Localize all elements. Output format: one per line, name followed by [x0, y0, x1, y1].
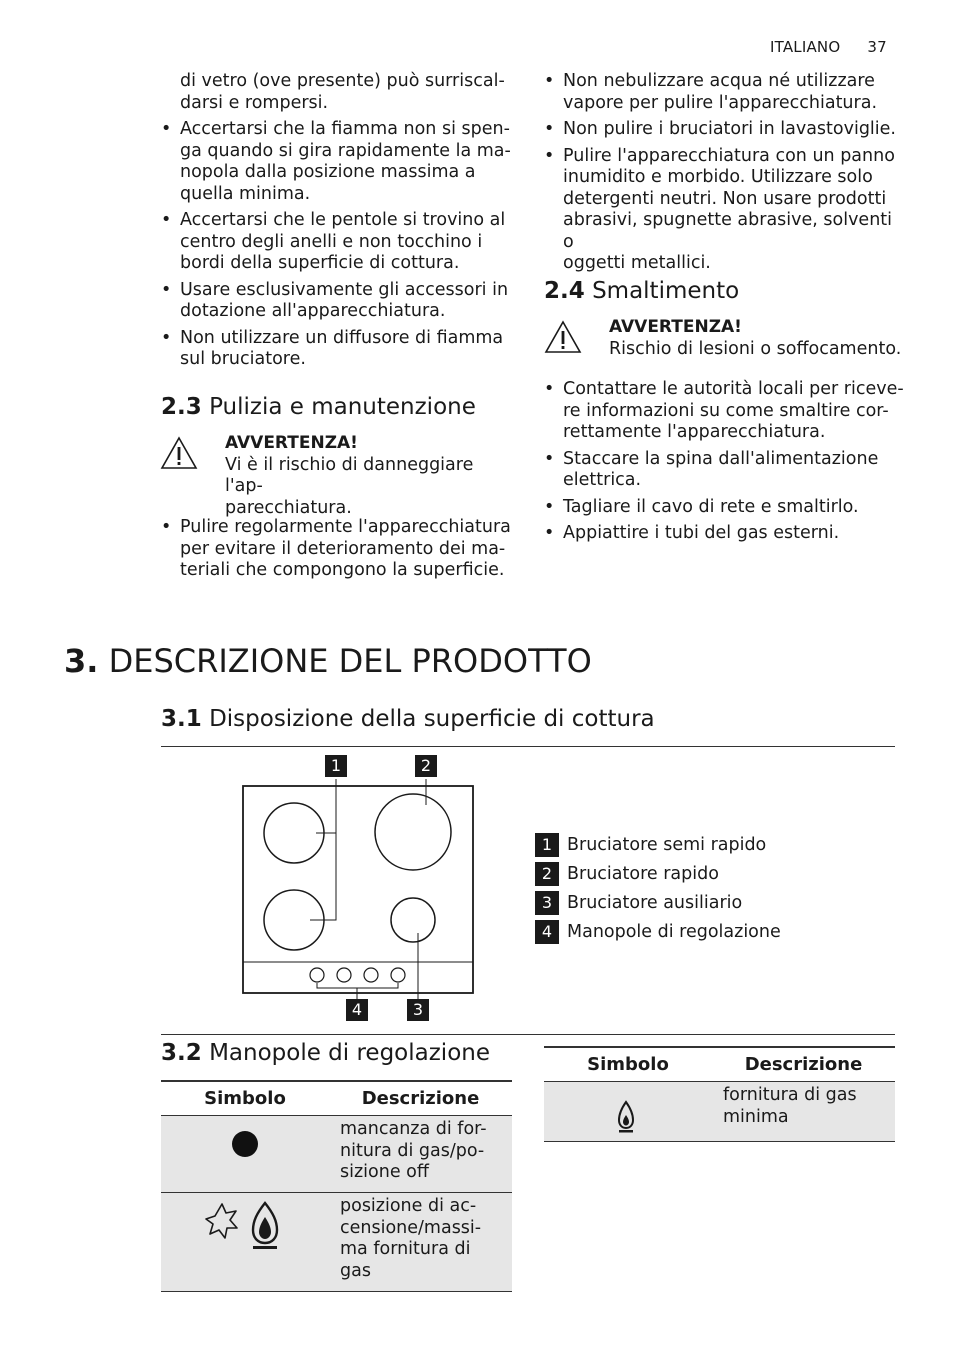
list-item: • Appiattire i tubi del gas esterni. — [544, 523, 904, 545]
bullet-list — [161, 119, 511, 371]
divider — [161, 1034, 895, 1035]
section-title: Pulizia e manutenzione — [209, 394, 476, 420]
small-flame-icon — [616, 1100, 636, 1134]
symbol-cell — [161, 1116, 329, 1193]
warning-title: AVVERTENZA! — [225, 433, 358, 453]
description-cell: posizione di ac- censione/massi- ma fornitura di gas — [329, 1193, 512, 1292]
page-header — [770, 38, 887, 56]
list-item: • Non pulire i bruciatori in lavastoviglie. — [544, 119, 904, 141]
table-header-row — [544, 1047, 895, 1082]
column-header-description: Descrizione — [329, 1081, 512, 1116]
diagram-label-1: 1 — [325, 755, 347, 777]
list-item: • Contattare le autorità locali per riceve- re informazioni su come smaltire cor- rettamente l'apparecchiatura. — [544, 379, 904, 444]
hob-diagram — [240, 755, 480, 1029]
table-row — [544, 1082, 895, 1142]
symbol-table-left — [161, 1080, 512, 1292]
legend-item — [535, 830, 781, 859]
chapter-title: DESCRIZIONE DEL PRODOTTO — [108, 642, 592, 680]
table-row — [161, 1116, 512, 1193]
warning-text: Vi è il rischio di danneggiare l'ap- parecchiatura. — [225, 454, 474, 518]
legend-text: Manopole di regolazione — [567, 921, 781, 942]
diagram-label-2: 2 — [415, 755, 437, 777]
diagram-legend — [535, 830, 781, 946]
page-number: 37 — [867, 38, 887, 56]
divider — [161, 746, 895, 747]
left-bullets-2-3 — [161, 517, 511, 587]
section-heading-3-1 — [161, 705, 655, 733]
knob — [391, 968, 405, 982]
symbol-table-right — [544, 1046, 895, 1142]
description-cell: mancanza di for- nitura di gas/po- sizione off — [329, 1116, 512, 1193]
section-number: 2.4 — [544, 278, 585, 304]
list-item: • Usare esclusivamente gli accessori in dotazione all'apparecchiatura. — [161, 280, 511, 323]
list-item: • Non nebulizzare acqua né utilizzare vapore per pulire l'apparecchiatura. — [544, 71, 904, 114]
legend-item — [535, 917, 781, 946]
leader-line-1 — [310, 779, 336, 920]
legend-item — [535, 888, 781, 917]
header-language: ITALIANO — [770, 38, 841, 56]
left-column — [161, 71, 511, 376]
knob — [310, 968, 324, 982]
filled-circle-icon — [230, 1129, 260, 1159]
legend-number: 2 — [535, 862, 559, 886]
list-item: • Tagliare il cavo di rete e smaltirlo. — [544, 497, 904, 519]
legend-text: Bruciatore ausiliario — [567, 892, 743, 913]
continuation-text: di vetro (ove presente) può surriscal- darsi e rompersi. — [180, 71, 505, 113]
chapter-number: 3. — [64, 642, 99, 680]
symbol-cell — [544, 1082, 712, 1142]
section-heading-2-3 — [161, 393, 476, 421]
warning-block-2-4 — [609, 317, 904, 360]
column-header-symbol: Simbolo — [544, 1047, 712, 1082]
section-heading-3-2 — [161, 1039, 490, 1067]
right-column — [544, 71, 904, 280]
list-item: • Pulire regolarmente l'apparecchiatura per evitare il deterioramento dei ma- teriali che compongono la superficie. — [161, 517, 511, 582]
legend-number: 1 — [535, 833, 559, 857]
section-number: 3.1 — [161, 706, 202, 732]
spark-and-large-flame-icon — [205, 1201, 285, 1251]
list-item: • Pulire l'apparecchiatura con un panno inumidito e morbido. Utilizzare solo detergenti neutri. Non usare prodotti abrasivi, spugnette abrasive, solventi o oggetti metallici. — [544, 146, 904, 275]
burner-semi-rapid-top — [264, 803, 324, 863]
right-bullets-2-4 — [544, 379, 904, 550]
section-title: Smaltimento — [592, 278, 740, 304]
section-number: 3.2 — [161, 1040, 202, 1066]
list-item: • Staccare la spina dall'alimentazione elettrica. — [544, 449, 904, 492]
legend-number: 3 — [535, 891, 559, 915]
section-heading-2-4 — [544, 277, 739, 305]
warning-text: Rischio di lesioni o soffocamento. — [609, 338, 902, 359]
legend-text: Bruciatore semi rapido — [567, 834, 767, 855]
legend-item — [535, 859, 781, 888]
warning-title: AVVERTENZA! — [609, 317, 742, 337]
list-item: • Non utilizzare un diffusore di fiamma sul bruciatore. — [161, 328, 511, 371]
section-title: Disposizione della superficie di cottura — [209, 706, 655, 732]
section-number: 2.3 — [161, 394, 202, 420]
knob — [337, 968, 351, 982]
burner-rapid — [375, 794, 451, 870]
warning-icon — [160, 436, 198, 474]
burner-auxiliary — [391, 898, 435, 942]
section-title: Manopole di regolazione — [209, 1040, 490, 1066]
table-row — [161, 1193, 512, 1292]
column-header-description: Descrizione — [712, 1047, 895, 1082]
warning-block-2-3 — [225, 433, 515, 519]
knob — [364, 968, 378, 982]
description-cell: fornitura di gas minima — [712, 1082, 895, 1142]
list-item: • Accertarsi che la fiamma non si spen- ga quando si gira rapidamente la ma- nopola dalla posizione massima a quella minima. — [161, 119, 511, 205]
warning-icon — [544, 320, 582, 358]
list-item: • Accertarsi che le pentole si trovino al centro degli anelli e non tocchino i bordi della superficie di cottura. — [161, 210, 511, 275]
chapter-heading — [64, 641, 592, 681]
table-header-row — [161, 1081, 512, 1116]
legend-number: 4 — [535, 920, 559, 944]
legend-text: Bruciatore rapido — [567, 863, 719, 884]
column-header-symbol: Simbolo — [161, 1081, 329, 1116]
diagram-label-3: 3 — [407, 999, 429, 1021]
leader-line-4 — [317, 983, 398, 988]
diagram-label-4: 4 — [346, 999, 368, 1021]
symbol-cell — [161, 1193, 329, 1292]
